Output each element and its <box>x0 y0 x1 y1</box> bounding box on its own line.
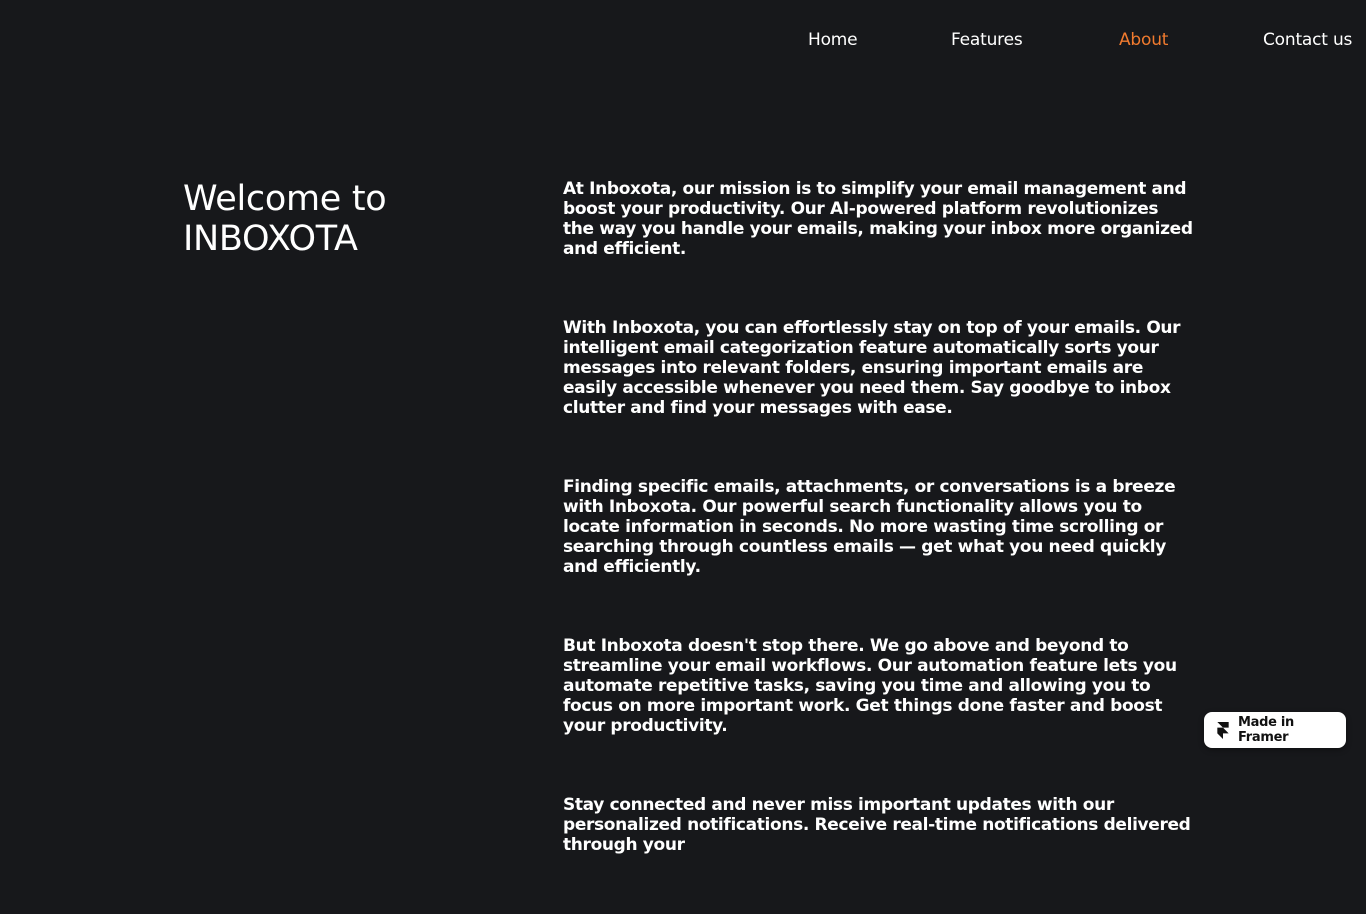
page-title-line-2: INBOXOTA <box>183 219 358 259</box>
page-title-line-1: Welcome to <box>183 179 387 219</box>
nav-about-link[interactable]: About <box>1119 30 1169 50</box>
about-paragraph-automation: But Inboxota doesn't stop there. We go above and beyond to streamline your email workflows. Our automation feature lets you automate repetitive tasks, saving you time and allowing you to focus on more important work. Get things done faster and boost your productivity. <box>563 636 1177 736</box>
about-paragraph-mission: At Inboxota, our mission is to simplify your email management and boost your productivity. Our AI-powered platform revolutionizes the way you handle your emails, making your inbox more organized and efficient. <box>563 179 1193 259</box>
about-paragraph-categorization: With Inboxota, you can effortlessly stay on top of your emails. Our intelligent email categorization feature automatically sorts your messages into relevant folders, ensuring important emails are easily accessible whenever you need them. Say goodbye to inbox clutter and find your messages with ease. <box>563 318 1181 418</box>
framer-icon <box>1217 722 1229 739</box>
top-nav <box>0 28 1366 54</box>
page-title <box>183 179 386 259</box>
about-paragraph-notifications: Stay connected and never miss important updates with our personalized notifications. Receive real-time notifications delivered through your <box>563 795 1191 855</box>
nav-features-link[interactable]: Features <box>951 30 1023 50</box>
made-in-framer-label: Made in Framer <box>1238 715 1294 745</box>
made-in-framer-badge[interactable] <box>1204 712 1346 748</box>
about-content <box>563 179 1193 914</box>
about-paragraph-search: Finding specific emails, attachments, or conversations is a breeze with Inboxota. Our powerful search functionality allows you to locate information in seconds. No more wasting time scrolling or searching through countless emails — get what you need quickly and efficiently. <box>563 477 1176 577</box>
nav-home-link[interactable]: Home <box>808 30 858 50</box>
nav-contact-link[interactable]: Contact us <box>1263 30 1353 50</box>
